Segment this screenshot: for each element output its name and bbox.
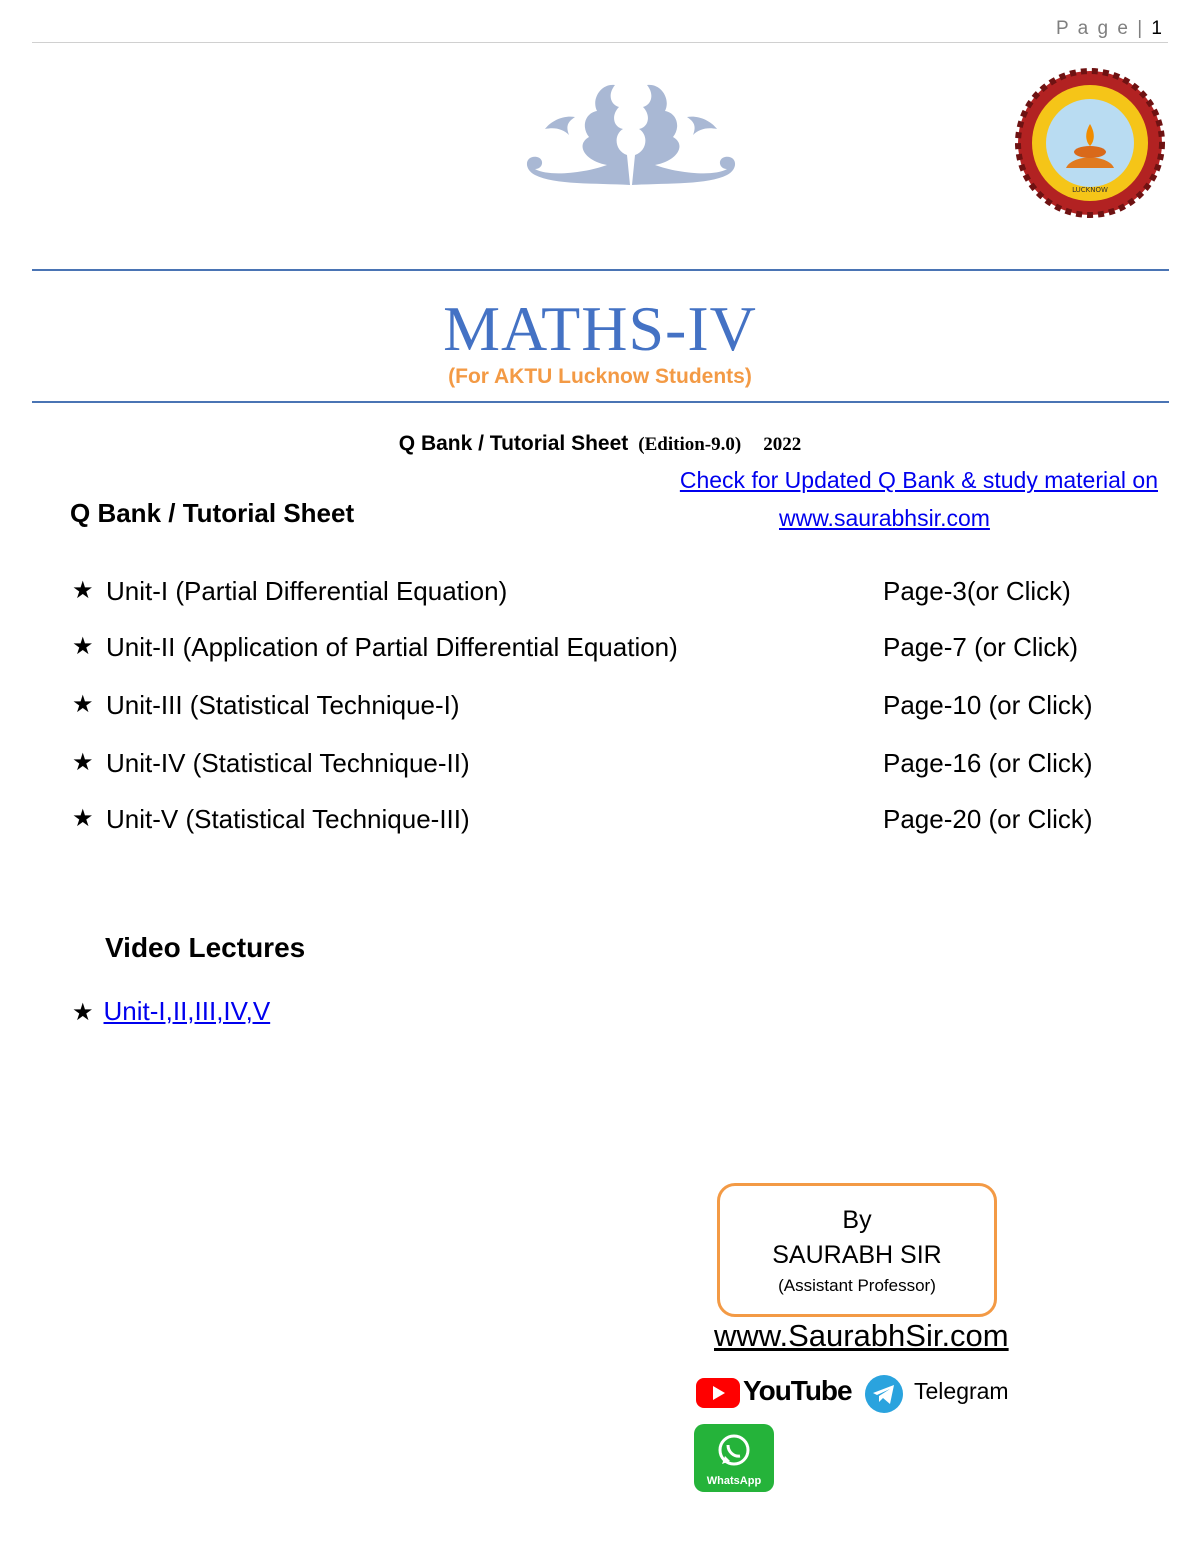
star-bullet-icon: ★ — [72, 805, 94, 832]
star-bullet-icon: ★ — [72, 999, 94, 1026]
document-subtitle: (For AKTU Lucknow Students) — [448, 365, 752, 388]
website-link[interactable]: www.saurabhsir.com — [779, 505, 990, 531]
unit-page-link[interactable]: Page-16 (or Click) — [883, 748, 1093, 778]
unit-page-link[interactable]: Page-10 (or Click) — [883, 690, 1093, 720]
ornament-flourish — [515, 65, 747, 190]
unit-row[interactable] — [72, 576, 1132, 616]
qbank-heading: Q Bank / Tutorial Sheet — [70, 498, 355, 528]
whatsapp-icon[interactable] — [694, 1424, 774, 1492]
star-bullet-icon: ★ — [72, 749, 94, 776]
video-lectures-item — [72, 996, 270, 1027]
author-by: By — [842, 1206, 872, 1234]
unit-label: Unit-III (Statistical Technique-I) — [106, 690, 460, 720]
author-box — [717, 1183, 997, 1317]
unit-row[interactable] — [72, 632, 1132, 672]
edition-year: 2022 — [763, 434, 802, 455]
unit-row[interactable] — [72, 748, 1132, 788]
title-rule-bottom — [32, 401, 1169, 403]
author-role: (Assistant Professor) — [778, 1276, 936, 1295]
star-bullet-icon: ★ — [72, 633, 94, 660]
telegram-label[interactable]: Telegram — [914, 1378, 1009, 1404]
unit-label: Unit-I (Partial Differential Equation) — [106, 576, 508, 606]
video-lectures-heading: Video Lectures — [105, 932, 306, 963]
star-bullet-icon: ★ — [72, 691, 94, 718]
edition-label: Q Bank / Tutorial Sheet — [398, 432, 629, 455]
author-website-link[interactable]: www.SaurabhSir.com — [714, 1318, 1009, 1353]
seal-city-text: LUCKNOW — [1072, 186, 1108, 194]
unit-label: Unit-II (Application of Partial Differential Equation) — [106, 632, 678, 662]
youtube-label[interactable]: YouTube — [743, 1375, 852, 1406]
university-seal-logo — [1014, 68, 1166, 218]
edition-line — [0, 432, 1200, 456]
video-lectures-link[interactable]: Unit-I,II,III,IV,V — [103, 996, 271, 1026]
whatsapp-label: WhatsApp — [706, 1475, 762, 1487]
author-name: SAURABH SIR — [772, 1241, 942, 1269]
check-updates-link[interactable]: Check for Updated Q Bank & study material on — [679, 467, 1158, 493]
header-divider — [32, 42, 1168, 43]
title-rule-top — [32, 269, 1169, 271]
unit-page-link[interactable]: Page-20 (or Click) — [883, 804, 1093, 834]
page-number: P a g e | 1 — [1056, 18, 1162, 39]
star-bullet-icon: ★ — [72, 577, 94, 604]
edition-number: (Edition-9.0) — [638, 434, 742, 455]
document-title: MATHS-IV — [443, 293, 757, 364]
youtube-icon[interactable] — [696, 1378, 740, 1408]
unit-row[interactable] — [72, 804, 1132, 844]
unit-page-link[interactable]: Page-7 (or Click) — [883, 632, 1079, 662]
unit-label: Unit-IV (Statistical Technique-II) — [106, 748, 470, 778]
unit-row[interactable] — [72, 690, 1132, 730]
unit-label: Unit-V (Statistical Technique-III) — [106, 804, 470, 834]
telegram-icon[interactable] — [864, 1374, 904, 1414]
unit-page-link[interactable]: Page-3(or Click) — [883, 576, 1071, 606]
